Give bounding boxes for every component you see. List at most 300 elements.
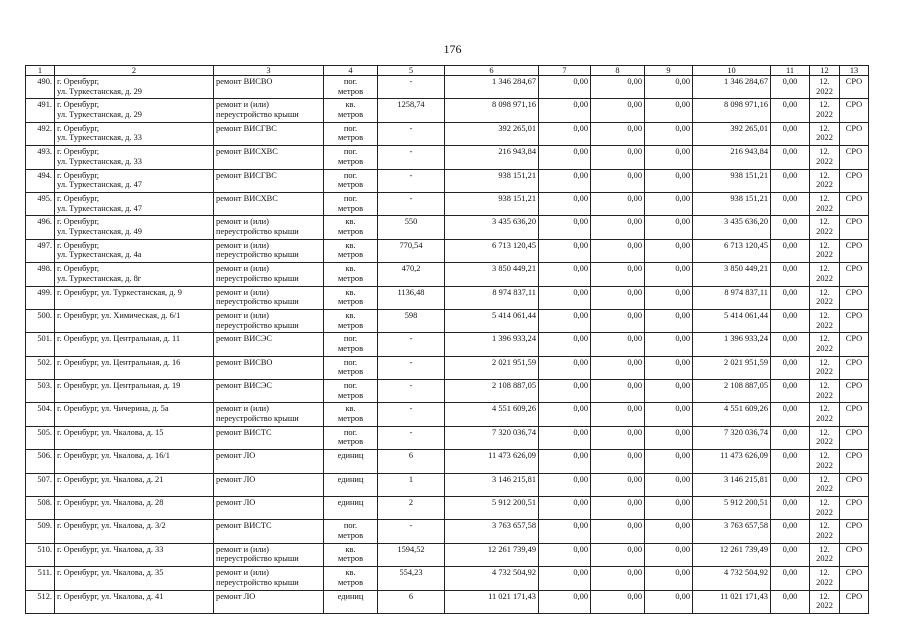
column-11-cell: 0,00 [771, 567, 810, 590]
date-cell-line: 12. [819, 357, 830, 367]
column-10-cell: 12 261 739,49 [693, 543, 771, 566]
row-number: 495. [26, 192, 55, 215]
column-header-5: 5 [378, 66, 445, 76]
work-type-cell [214, 76, 324, 99]
method-cell: СРО [840, 146, 869, 169]
column-9-cell: 0,00 [645, 333, 693, 356]
work-type-cell-line: ремонт ВИСТС [216, 427, 272, 437]
unit-cell-line: метров [337, 86, 364, 96]
column-9-cell: 0,00 [645, 309, 693, 332]
column-8-cell: 0,00 [591, 309, 645, 332]
column-7-cell: 0,00 [539, 76, 591, 99]
work-type-cell-line: переустройство крыши [216, 226, 299, 236]
column-8-cell: 0,00 [591, 497, 645, 520]
date-cell [810, 450, 840, 473]
column-10-cell: 938 151,21 [693, 192, 771, 215]
table-row [26, 192, 869, 215]
quantity-cell: 6 [378, 590, 445, 613]
unit-cell-line: кв. [345, 240, 356, 250]
work-type-cell-line: переустройство крыши [216, 297, 299, 307]
address-cell [55, 263, 214, 286]
date-cell-line: 2022 [816, 437, 833, 447]
unit-cell-line: кв. [345, 287, 356, 297]
total-cost-cell: 938 151,21 [445, 192, 539, 215]
table-row [26, 122, 869, 145]
unit-cell-line: метров [337, 437, 364, 447]
column-10-cell: 8 974 837,11 [693, 286, 771, 309]
method-cell: СРО [840, 473, 869, 496]
method-cell: СРО [840, 122, 869, 145]
address-cell [55, 426, 214, 449]
unit-cell-line: единиц [337, 591, 364, 601]
work-type-cell-line: ремонт и (или) [216, 100, 269, 110]
date-cell-line: 2022 [816, 484, 833, 494]
column-11-cell: 0,00 [771, 122, 810, 145]
table-row [26, 263, 869, 286]
column-8-cell: 0,00 [591, 239, 645, 262]
column-10-cell: 2 108 887,05 [693, 380, 771, 403]
table-row [26, 543, 869, 566]
table-row [26, 76, 869, 99]
column-8-cell: 0,00 [591, 543, 645, 566]
unit-cell-line: метров [337, 203, 364, 213]
address-cell-line: г. Оренбург, ул. Чкалова, д. 28 [57, 498, 164, 508]
column-8-cell: 0,00 [591, 450, 645, 473]
unit-cell-line: кв. [345, 568, 356, 578]
unit-cell [324, 590, 378, 613]
table-row [26, 520, 869, 543]
column-9-cell: 0,00 [645, 497, 693, 520]
unit-cell [324, 450, 378, 473]
quantity-cell: - [378, 380, 445, 403]
column-7-cell: 0,00 [539, 99, 591, 122]
date-cell-line: 12. [819, 568, 830, 578]
date-cell-line: 2022 [816, 226, 833, 236]
row-number: 503. [26, 380, 55, 403]
unit-cell-line: кв. [345, 544, 356, 554]
row-number: 501. [26, 333, 55, 356]
unit-cell-line: единиц [337, 451, 364, 461]
column-7-cell: 0,00 [539, 497, 591, 520]
work-type-cell-line: ремонт и (или) [216, 264, 269, 274]
date-cell-line: 12. [819, 427, 830, 437]
unit-cell [324, 99, 378, 122]
address-cell [55, 520, 214, 543]
column-7-cell: 0,00 [539, 590, 591, 613]
address-cell [55, 239, 214, 262]
total-cost-cell: 11 473 626,09 [445, 450, 539, 473]
method-cell: СРО [840, 520, 869, 543]
address-cell [55, 473, 214, 496]
address-cell-line: ул. Туркестанская, д. 47 [57, 203, 142, 213]
date-cell [810, 263, 840, 286]
date-cell-line: 2022 [816, 601, 833, 611]
date-cell-line: 12. [819, 123, 830, 133]
unit-cell [324, 473, 378, 496]
date-cell [810, 216, 840, 239]
unit-cell-line: пог. [343, 147, 358, 157]
work-type-cell [214, 239, 324, 262]
quantity-cell: 2 [378, 497, 445, 520]
total-cost-cell: 7 320 036,74 [445, 426, 539, 449]
address-cell-line: г. Оренбург, ул. Центральная, д. 11 [57, 334, 181, 344]
table-row [26, 450, 869, 473]
unit-cell-line: метров [337, 320, 364, 330]
column-11-cell: 0,00 [771, 76, 810, 99]
total-cost-cell: 4 551 609,26 [445, 403, 539, 426]
column-10-cell: 5 414 061,44 [693, 309, 771, 332]
column-9-cell: 0,00 [645, 146, 693, 169]
date-cell [810, 543, 840, 566]
address-cell-line: г. Оренбург, ул. Центральная, д. 19 [57, 381, 181, 391]
column-header-10: 10 [693, 66, 771, 76]
work-type-cell-line: ремонт ВИСГВС [216, 170, 277, 180]
address-cell [55, 169, 214, 192]
date-cell-line: 12. [819, 217, 830, 227]
method-cell: СРО [840, 286, 869, 309]
column-header-11: 11 [771, 66, 810, 76]
unit-cell [324, 497, 378, 520]
address-cell-line: ул. Туркестанская, д. 29 [57, 109, 142, 119]
address-cell-line: ул. Туркестанская, д. 49 [57, 226, 142, 236]
unit-cell-line: пог. [343, 170, 358, 180]
row-number: 490. [26, 76, 55, 99]
address-cell-line: г. Оренбург, ул. Чкалова, д. 41 [57, 591, 164, 601]
table-row [26, 426, 869, 449]
table-row [26, 169, 869, 192]
date-cell-line: 2022 [816, 531, 833, 541]
column-7-cell: 0,00 [539, 403, 591, 426]
work-type-cell [214, 169, 324, 192]
quantity-cell: - [378, 122, 445, 145]
unit-cell-line: метров [337, 273, 364, 283]
row-number: 505. [26, 426, 55, 449]
method-cell: СРО [840, 309, 869, 332]
unit-cell [324, 286, 378, 309]
quantity-cell: - [378, 333, 445, 356]
date-cell [810, 356, 840, 379]
column-9-cell: 0,00 [645, 76, 693, 99]
date-cell-line: 2022 [816, 414, 833, 424]
row-number: 506. [26, 450, 55, 473]
column-11-cell: 0,00 [771, 356, 810, 379]
date-cell-line: 12. [819, 147, 830, 157]
method-cell: СРО [840, 263, 869, 286]
work-type-cell [214, 286, 324, 309]
date-cell-line: 2022 [816, 156, 833, 166]
address-cell-line: г. Оренбург, ул. Чкалова, д. 15 [57, 427, 164, 437]
column-9-cell: 0,00 [645, 567, 693, 590]
column-7-cell: 0,00 [539, 380, 591, 403]
work-type-cell [214, 356, 324, 379]
address-cell [55, 403, 214, 426]
column-9-cell: 0,00 [645, 426, 693, 449]
date-cell [810, 76, 840, 99]
unit-cell [324, 169, 378, 192]
date-cell [810, 146, 840, 169]
unit-cell [324, 426, 378, 449]
column-11-cell: 0,00 [771, 450, 810, 473]
unit-cell [324, 122, 378, 145]
date-cell-line: 2022 [816, 507, 833, 517]
quantity-cell: 470,2 [378, 263, 445, 286]
date-cell-line: 2022 [816, 320, 833, 330]
column-10-cell: 11 473 626,09 [693, 450, 771, 473]
address-cell-line: г. Оренбург, ул. Чкалова, д. 21 [57, 474, 164, 484]
column-9-cell: 0,00 [645, 169, 693, 192]
table-body [26, 76, 869, 614]
address-cell-line: г. Оренбург, ул. Чичерина, д. 5а [57, 404, 169, 414]
unit-cell [324, 146, 378, 169]
address-cell-line: г. Оренбург, ул. Центральная, д. 16 [57, 357, 181, 367]
address-cell-line: г. Оренбург, [57, 123, 100, 133]
unit-cell [324, 192, 378, 215]
date-cell-line: 2022 [816, 86, 833, 96]
date-cell [810, 239, 840, 262]
column-11-cell: 0,00 [771, 286, 810, 309]
address-cell [55, 309, 214, 332]
address-cell-line: г. Оренбург, [57, 170, 100, 180]
row-number: 509. [26, 520, 55, 543]
column-11-cell: 0,00 [771, 216, 810, 239]
column-11-cell: 0,00 [771, 497, 810, 520]
work-type-cell-line: переустройство крыши [216, 273, 299, 283]
quantity-cell: - [378, 76, 445, 99]
work-type-cell-line: ремонт ВИСВО [216, 77, 273, 86]
date-cell-line: 2022 [816, 250, 833, 260]
method-cell: СРО [840, 99, 869, 122]
unit-cell-line: метров [337, 367, 364, 377]
work-type-cell [214, 309, 324, 332]
method-cell: СРО [840, 169, 869, 192]
total-cost-cell: 11 021 171,43 [445, 590, 539, 613]
address-cell-line: г. Оренбург, ул. Химическая, д. 6/1 [57, 310, 181, 320]
column-11-cell: 0,00 [771, 333, 810, 356]
work-type-cell [214, 380, 324, 403]
address-cell [55, 99, 214, 122]
unit-cell-line: метров [337, 577, 364, 587]
quantity-cell: 550 [378, 216, 445, 239]
column-7-cell: 0,00 [539, 263, 591, 286]
column-10-cell: 4 551 609,26 [693, 403, 771, 426]
work-type-cell [214, 216, 324, 239]
work-type-cell-line: переустройство крыши [216, 109, 299, 119]
column-9-cell: 0,00 [645, 356, 693, 379]
date-cell-line: 2022 [816, 297, 833, 307]
work-type-cell-line: ремонт и (или) [216, 287, 269, 297]
column-7-cell: 0,00 [539, 426, 591, 449]
column-header-3: 3 [214, 66, 324, 76]
method-cell: СРО [840, 76, 869, 99]
date-cell [810, 309, 840, 332]
address-cell [55, 356, 214, 379]
work-type-cell [214, 333, 324, 356]
column-9-cell: 0,00 [645, 543, 693, 566]
date-cell-line: 2022 [816, 554, 833, 564]
table-row [26, 473, 869, 496]
work-type-cell [214, 520, 324, 543]
total-cost-cell: 3 146 215,81 [445, 473, 539, 496]
column-10-cell: 216 943,84 [693, 146, 771, 169]
quantity-cell: - [378, 146, 445, 169]
method-cell: СРО [840, 239, 869, 262]
column-8-cell: 0,00 [591, 426, 645, 449]
table-row [26, 356, 869, 379]
column-11-cell: 0,00 [771, 520, 810, 543]
unit-cell-line: кв. [345, 404, 356, 414]
unit-cell-line: пог. [343, 193, 358, 203]
column-7-cell: 0,00 [539, 286, 591, 309]
row-number: 493. [26, 146, 55, 169]
column-11-cell: 0,00 [771, 263, 810, 286]
unit-cell-line: кв. [345, 310, 356, 320]
date-cell-line: 2022 [816, 273, 833, 283]
date-cell-line: 2022 [816, 133, 833, 143]
unit-cell-line: пог. [343, 427, 358, 437]
column-8-cell: 0,00 [591, 590, 645, 613]
column-10-cell: 392 265,01 [693, 122, 771, 145]
column-8-cell: 0,00 [591, 263, 645, 286]
address-cell [55, 333, 214, 356]
column-8-cell: 0,00 [591, 356, 645, 379]
total-cost-cell: 3 435 636,20 [445, 216, 539, 239]
work-type-cell [214, 543, 324, 566]
column-11-cell: 0,00 [771, 99, 810, 122]
total-cost-cell: 3 850 449,21 [445, 263, 539, 286]
address-cell-line: г. Оренбург, [57, 217, 100, 227]
column-8-cell: 0,00 [591, 286, 645, 309]
column-8-cell: 0,00 [591, 122, 645, 145]
table-row [26, 239, 869, 262]
address-cell-line: г. Оренбург, [57, 77, 100, 86]
date-cell [810, 567, 840, 590]
column-7-cell: 0,00 [539, 450, 591, 473]
work-type-cell-line: ремонт ВИСЭС [216, 381, 272, 391]
column-11-cell: 0,00 [771, 309, 810, 332]
column-11-cell: 0,00 [771, 146, 810, 169]
unit-cell [324, 380, 378, 403]
column-7-cell: 0,00 [539, 216, 591, 239]
date-cell [810, 403, 840, 426]
quantity-cell: 1258,74 [378, 99, 445, 122]
column-8-cell: 0,00 [591, 76, 645, 99]
unit-cell [324, 239, 378, 262]
row-number: 508. [26, 497, 55, 520]
work-type-cell-line: переустройство крыши [216, 554, 299, 564]
address-cell-line: г. Оренбург, ул. Чкалова, д. 35 [57, 568, 164, 578]
method-cell: СРО [840, 567, 869, 590]
table-row [26, 216, 869, 239]
method-cell: СРО [840, 333, 869, 356]
unit-cell-line: метров [337, 156, 364, 166]
date-cell [810, 99, 840, 122]
address-cell [55, 286, 214, 309]
date-cell [810, 286, 840, 309]
table-row [26, 286, 869, 309]
address-cell [55, 192, 214, 215]
column-header-4: 4 [324, 66, 378, 76]
unit-cell-line: метров [337, 554, 364, 564]
quantity-cell: - [378, 169, 445, 192]
address-cell-line: г. Оренбург, ул. Туркестанская, д. 9 [57, 287, 182, 297]
column-8-cell: 0,00 [591, 99, 645, 122]
column-8-cell: 0,00 [591, 567, 645, 590]
unit-cell-line: кв. [345, 217, 356, 227]
method-cell: СРО [840, 380, 869, 403]
column-7-cell: 0,00 [539, 473, 591, 496]
column-10-cell: 3 146 215,81 [693, 473, 771, 496]
work-type-cell-line: ремонт ВИСТС [216, 521, 272, 531]
work-type-cell [214, 450, 324, 473]
work-type-cell-line: ремонт ЛО [216, 474, 256, 484]
total-cost-cell: 2 021 951,59 [445, 356, 539, 379]
method-cell: СРО [840, 216, 869, 239]
work-type-cell-line: ремонт и (или) [216, 404, 269, 414]
date-cell-line: 12. [819, 240, 830, 250]
unit-cell-line: единиц [337, 474, 364, 484]
work-type-cell [214, 473, 324, 496]
table-row [26, 99, 869, 122]
column-9-cell: 0,00 [645, 473, 693, 496]
date-cell-line: 12. [819, 77, 830, 86]
quantity-cell: 770,54 [378, 239, 445, 262]
address-cell-line: ул. Туркестанская, д. 4а [57, 250, 142, 260]
work-type-cell [214, 263, 324, 286]
row-number: 507. [26, 473, 55, 496]
column-header-9: 9 [645, 66, 693, 76]
address-cell [55, 380, 214, 403]
column-header-2: 2 [55, 66, 214, 76]
date-cell-line: 2022 [816, 460, 833, 470]
address-cell [55, 497, 214, 520]
work-type-cell [214, 146, 324, 169]
column-10-cell: 938 151,21 [693, 169, 771, 192]
column-7-cell: 0,00 [539, 567, 591, 590]
date-cell-line: 12. [819, 287, 830, 297]
column-11-cell: 0,00 [771, 473, 810, 496]
date-cell [810, 169, 840, 192]
unit-cell-line: пог. [343, 123, 358, 133]
work-type-cell-line: ремонт ЛО [216, 451, 256, 461]
address-cell [55, 590, 214, 613]
row-number: 510. [26, 543, 55, 566]
row-number: 497. [26, 239, 55, 262]
total-cost-cell: 5 912 200,51 [445, 497, 539, 520]
table-row [26, 380, 869, 403]
quantity-cell: 554,23 [378, 567, 445, 590]
unit-cell-line: единиц [337, 498, 364, 508]
unit-cell-line: кв. [345, 264, 356, 274]
method-cell: СРО [840, 590, 869, 613]
row-number: 512. [26, 590, 55, 613]
work-type-cell-line: ремонт ВИСВО [216, 357, 273, 367]
column-9-cell: 0,00 [645, 590, 693, 613]
column-7-cell: 0,00 [539, 333, 591, 356]
column-9-cell: 0,00 [645, 192, 693, 215]
method-cell: СРО [840, 192, 869, 215]
work-type-cell [214, 497, 324, 520]
unit-cell-line: кв. [345, 100, 356, 110]
column-11-cell: 0,00 [771, 543, 810, 566]
date-cell-line: 2022 [816, 109, 833, 119]
column-11-cell: 0,00 [771, 169, 810, 192]
column-11-cell: 0,00 [771, 426, 810, 449]
total-cost-cell: 1 346 284,67 [445, 76, 539, 99]
unit-cell [324, 567, 378, 590]
date-cell-line: 2022 [816, 203, 833, 213]
unit-cell [324, 403, 378, 426]
address-cell-line: ул. Туркестанская, д. 33 [57, 133, 142, 143]
